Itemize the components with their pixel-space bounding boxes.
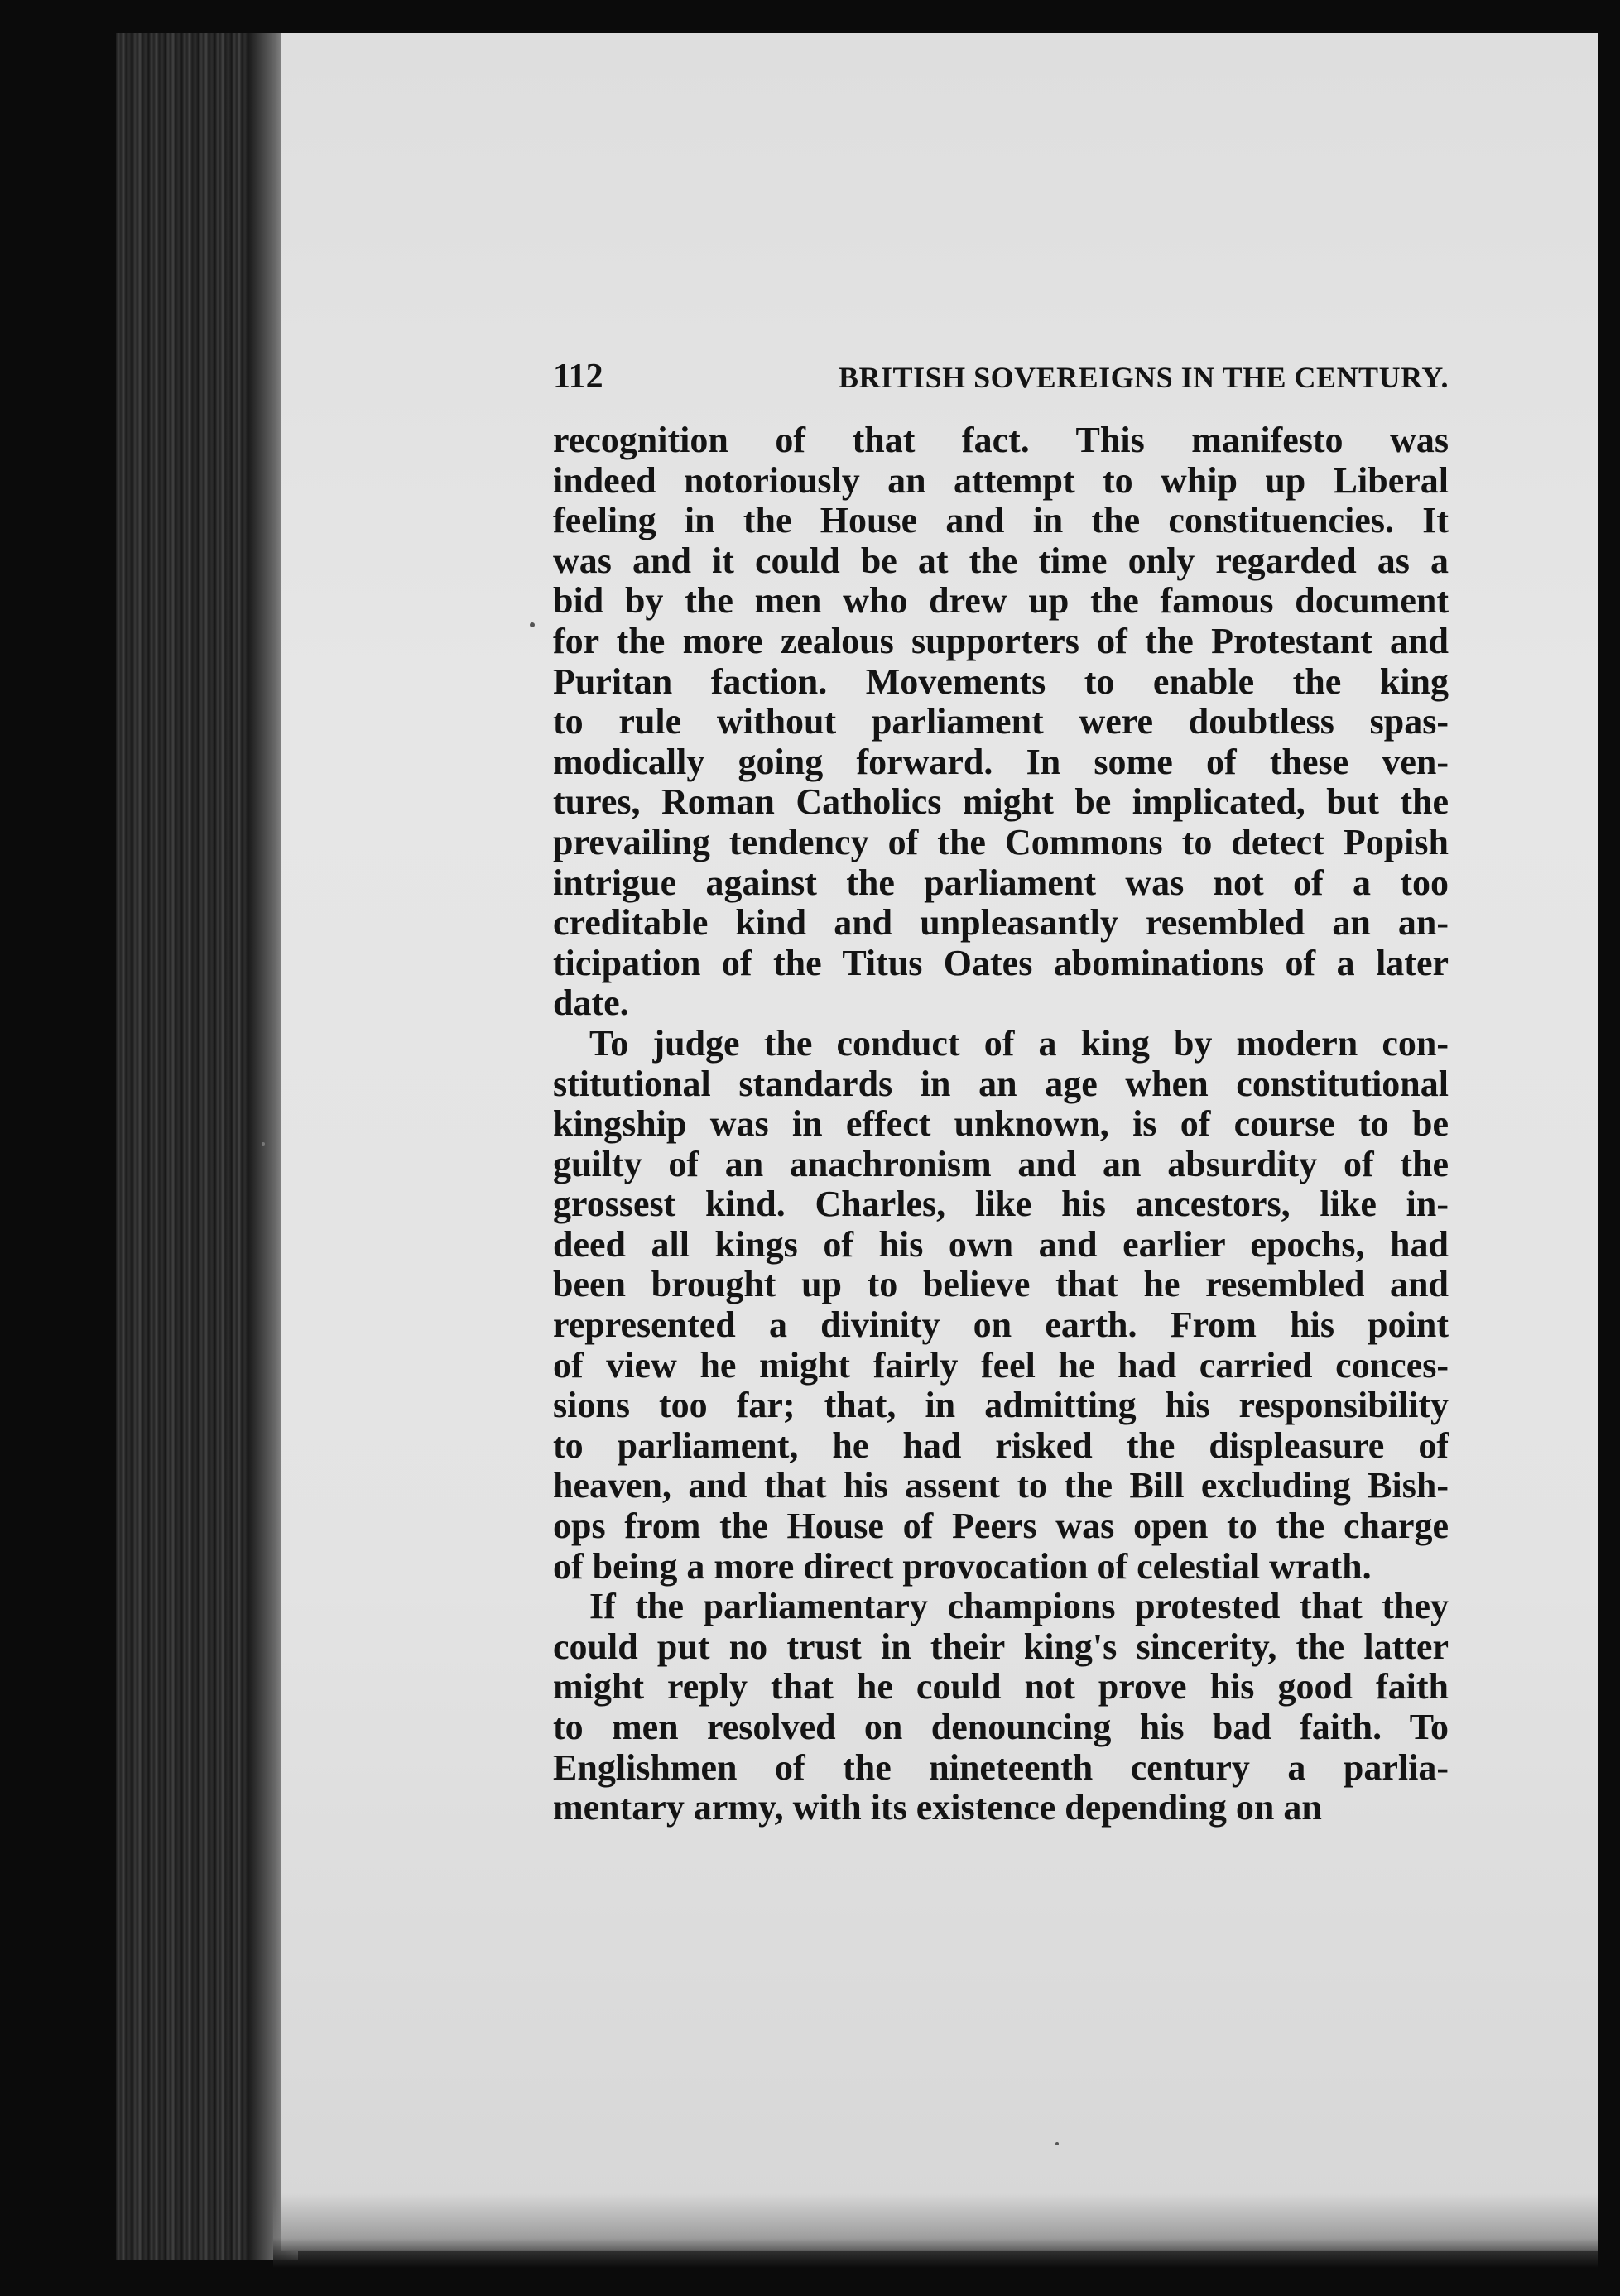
text-line: represented a divinity on earth. From his point bbox=[553, 1304, 1449, 1346]
text-line: indeed notoriously an attempt to whip up Liberal bbox=[553, 459, 1449, 501]
text-line: sions too far; that, in admitting his responsibility bbox=[553, 1385, 1449, 1426]
body-text bbox=[553, 420, 1449, 1828]
paragraph bbox=[553, 420, 1449, 1024]
text-line: tures, Roman Catholics might be implicated, but the bbox=[553, 781, 1449, 823]
text-line: modically going forward. In some of these ven- bbox=[553, 741, 1449, 782]
text-line: To judge the conduct of a king by modern con- bbox=[589, 1022, 1449, 1064]
text-line: prevailing tendency of the Commons to detect Popish bbox=[553, 821, 1449, 862]
page-text bbox=[553, 348, 1449, 1828]
text-line: could put no trust in their king's sincerity, the latter bbox=[553, 1626, 1449, 1667]
ink-speck bbox=[530, 622, 535, 627]
paragraph bbox=[553, 1587, 1449, 1828]
text-line: might reply that he could not prove his good faith bbox=[553, 1666, 1449, 1708]
text-line: ticipation of the Titus Oates abominations of a later bbox=[553, 942, 1449, 983]
page-number: 112 bbox=[553, 358, 603, 396]
text-line: ops from the House of Peers was open to the charge bbox=[553, 1506, 1449, 1547]
text-line: deed all kings of his own and earlier epochs, had bbox=[553, 1223, 1449, 1265]
text-line: feeling in the House and in the constituencies. It bbox=[553, 500, 1449, 541]
text-line: heaven, and that his assent to the Bill excluding Bish- bbox=[553, 1465, 1449, 1506]
running-title: BRITISH SOVEREIGNS IN THE CENTURY. bbox=[839, 361, 1449, 394]
text-line: to men resolved on denouncing his bad faith. To bbox=[553, 1707, 1449, 1747]
text-line: of view he might fairly feel he had carried conces- bbox=[553, 1344, 1449, 1386]
text-line: was and it could be at the time only regarded as a bbox=[553, 540, 1449, 581]
ink-speck bbox=[1055, 2142, 1059, 2145]
text-line: of being a more direct provocation of celestial wrath. bbox=[553, 1545, 1372, 1587]
bottom-shadow bbox=[273, 2193, 1598, 2268]
running-head bbox=[553, 348, 1449, 406]
text-line: Puritan faction. Movements to enable the king bbox=[553, 660, 1449, 702]
text-line: mentary army, with its existence depending on an bbox=[553, 1787, 1322, 1828]
text-line: stitutional standards in an age when constitutional bbox=[553, 1063, 1449, 1104]
text-line: If the parliamentary champions protested that they bbox=[589, 1586, 1449, 1627]
text-line: bid by the men who drew up the famous document bbox=[553, 580, 1449, 622]
text-line: grossest kind. Charles, like his ancestors, like in- bbox=[553, 1184, 1449, 1225]
text-line: date. bbox=[553, 982, 629, 1024]
ink-speck bbox=[262, 1142, 265, 1146]
text-line: recognition of that fact. This manifesto was bbox=[553, 420, 1449, 460]
text-line: to rule without parliament were doubtless spas- bbox=[553, 701, 1449, 742]
text-line: been brought up to believe that he resembled and bbox=[553, 1264, 1449, 1305]
text-line: Englishmen of the nineteenth century a parlia- bbox=[553, 1746, 1449, 1788]
text-line: to parliament, he had risked the displeasure of bbox=[553, 1424, 1449, 1466]
paragraph bbox=[553, 1024, 1449, 1587]
text-line: intrigue against the parliament was not of a too bbox=[553, 862, 1449, 903]
text-line: guilty of an anachronism and an absurdity of the bbox=[553, 1143, 1449, 1184]
text-line: creditable kind and unpleasantly resembled an an- bbox=[553, 902, 1449, 944]
text-line: for the more zealous supporters of the Protestant and bbox=[553, 620, 1449, 661]
text-line: kingship was in effect unknown, is of course to be bbox=[553, 1103, 1449, 1145]
